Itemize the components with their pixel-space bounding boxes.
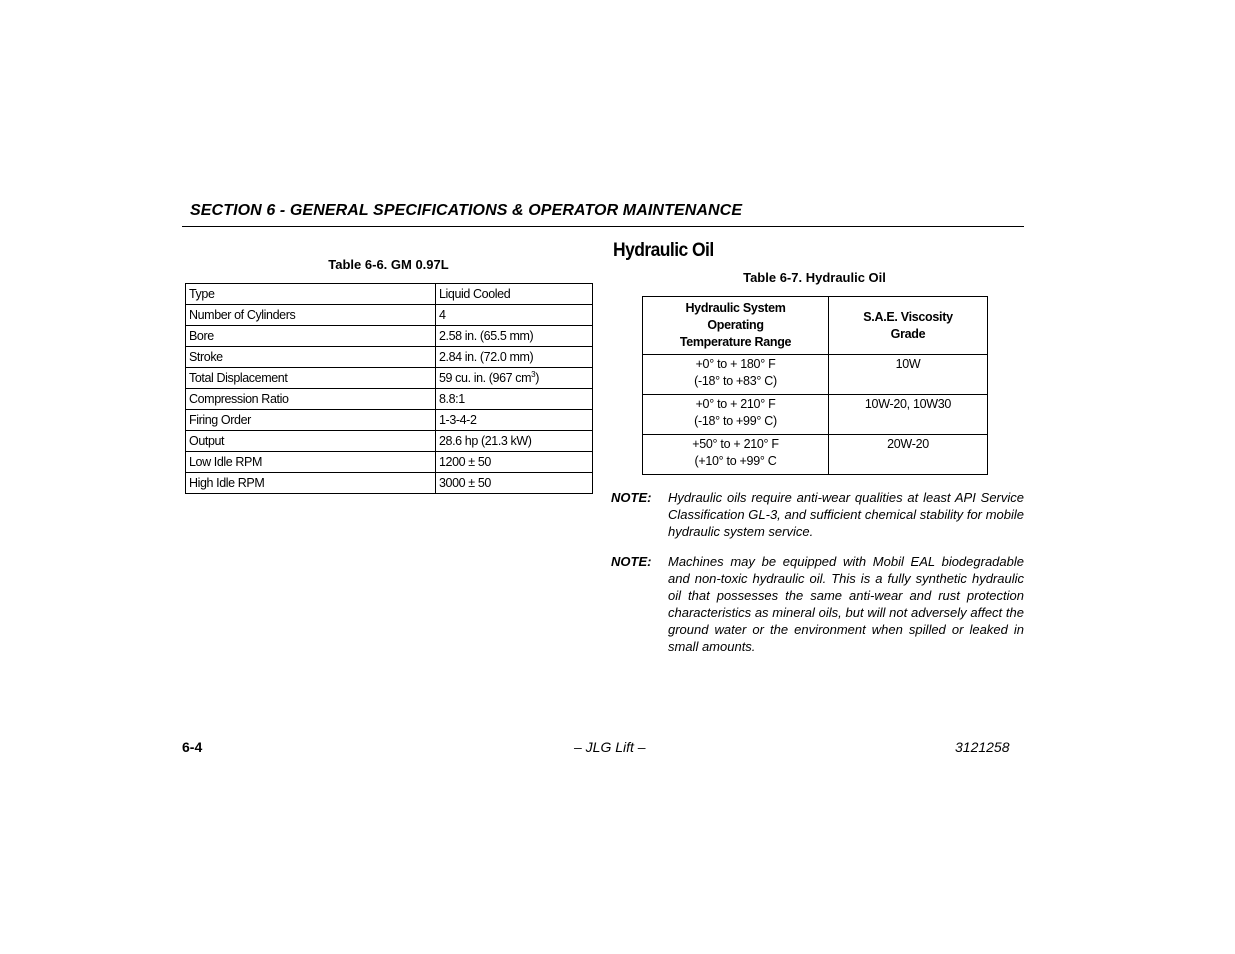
table-header-row (643, 297, 988, 355)
table-row (186, 368, 593, 389)
hydraulic-oil-table (642, 296, 988, 475)
viscosity-grade-cell: 20W-20 (829, 435, 988, 475)
spec-value: 1-3-4-2 (436, 410, 593, 431)
document-number: 3121258 (955, 739, 1010, 755)
spec-label: High Idle RPM (186, 473, 436, 494)
header-divider (182, 226, 1024, 227)
note-anti-wear (611, 489, 1024, 540)
temperature-range-cell (643, 395, 829, 435)
range-fahrenheit: +50° to + 210° F (692, 437, 779, 451)
spec-label: Number of Cylinders (186, 305, 436, 326)
table-6-7-caption: Table 6-7. Hydraulic Oil (743, 270, 886, 285)
header-line: Hydraulic System (685, 301, 786, 315)
spec-value: 8.8:1 (436, 389, 593, 410)
spec-label: Compression Ratio (186, 389, 436, 410)
section-title: SECTION 6 - GENERAL SPECIFICATIONS & OPERATOR MAINTENANCE (190, 202, 743, 219)
header-line: S.A.E. Viscosity (863, 309, 953, 324)
table-row (643, 435, 988, 475)
footer-title: – JLG Lift – (574, 739, 646, 755)
table-row (186, 410, 593, 431)
temperature-range-cell (643, 355, 829, 395)
spec-label: Total Displacement (186, 368, 436, 389)
spec-label: Output (186, 431, 436, 452)
viscosity-grade-cell: 10W (829, 355, 988, 395)
spec-value: Liquid Cooled (436, 284, 593, 305)
table-row (186, 347, 593, 368)
table-row (186, 473, 593, 494)
page-number: 6-4 (182, 739, 203, 755)
spec-value (436, 368, 593, 389)
spec-label: Bore (186, 326, 436, 347)
spec-label: Stroke (186, 347, 436, 368)
spec-value: 2.58 in. (65.5 mm) (436, 326, 593, 347)
spec-value-suffix: ) (535, 371, 539, 385)
spec-value: 3000 ± 50 (436, 473, 593, 494)
note-label: NOTE: (611, 554, 652, 569)
header-line: Operating (707, 318, 764, 332)
spec-value-superscript: 3 (531, 369, 536, 379)
spec-value: 2.84 in. (72.0 mm) (436, 347, 593, 368)
spec-value: 28.6 hp (21.3 kW) (436, 431, 593, 452)
range-celsius: (-18° to +99° C) (694, 414, 777, 428)
spec-value: 1200 ± 50 (436, 452, 593, 473)
spec-label: Type (186, 284, 436, 305)
column-header-viscosity-grade (829, 297, 988, 355)
table-row (186, 431, 593, 452)
viscosity-grade-cell: 10W-20, 10W30 (829, 395, 988, 435)
table-row (186, 305, 593, 326)
note-mobil-eal (611, 553, 1024, 655)
range-celsius: (+10° to +99° C (694, 454, 777, 468)
range-fahrenheit: +0° to + 210° F (695, 397, 776, 411)
table-6-6-caption: Table 6-6. GM 0.97L (328, 257, 449, 272)
spec-value-text: 59 cu. in. (967 cm (439, 371, 532, 385)
range-fahrenheit: +0° to + 180° F (695, 357, 776, 371)
spec-label: Low Idle RPM (186, 452, 436, 473)
note-text: Machines may be equipped with Mobil EAL biodegradable and non-toxic hydraulic oil. This is a fully synthetic hydraulic oil that possesses the same anti-wear and rust protection characteristics as mineral oils, but will not adversely affect the ground water or the environment when spilled or leaked in small amounts. (668, 554, 1024, 654)
table-row (643, 395, 988, 435)
hydraulic-oil-heading: Hydraulic Oil (613, 240, 714, 261)
temperature-range-cell (643, 435, 829, 475)
table-row (186, 389, 593, 410)
table-row (186, 452, 593, 473)
range-celsius: (-18° to +83° C) (694, 374, 777, 388)
table-row (186, 284, 593, 305)
note-label: NOTE: (611, 490, 652, 505)
spec-value: 4 (436, 305, 593, 326)
header-line: Grade (890, 326, 926, 341)
note-text: Hydraulic oils require anti-wear qualities at least API Service Classification GL-3, and sufficient chemical stability for mobile hydraulic system service. (668, 490, 1024, 539)
column-header-temperature-range (643, 297, 829, 355)
table-row (643, 355, 988, 395)
header-line: Temperature Range (679, 335, 792, 349)
table-row (186, 326, 593, 347)
spec-label: Firing Order (186, 410, 436, 431)
engine-spec-table (185, 283, 593, 494)
